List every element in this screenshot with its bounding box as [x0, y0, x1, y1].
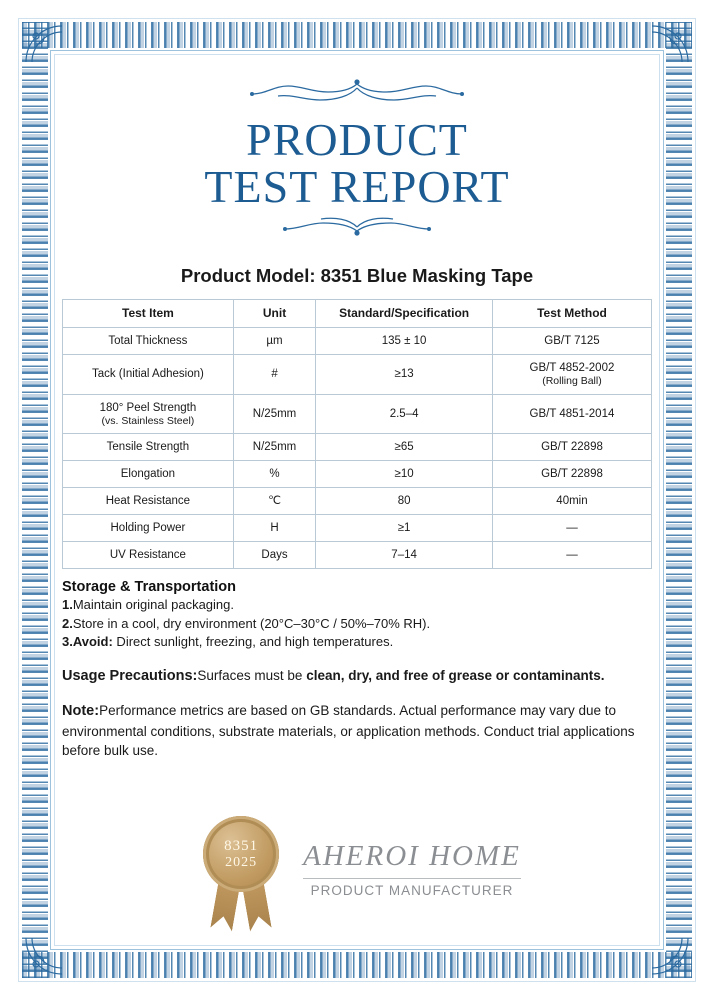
storage-item-3-label: Avoid: [72, 634, 113, 650]
storage-item-1-text: Maintain original packaging. [72, 597, 234, 613]
corner-ornament-icon [24, 24, 64, 64]
storage-item-1-number: 1. [62, 597, 73, 613]
document-footer [62, 812, 652, 932]
column-header-test-method: Test Method [492, 299, 651, 327]
ornamental-border-bottom [22, 952, 692, 978]
cell-standard: 80 [316, 488, 493, 515]
column-header-test-item: Test Item [63, 299, 234, 327]
table-row [63, 327, 652, 354]
storage-item-1 [62, 596, 652, 614]
ornamental-border-left [22, 22, 48, 978]
storage-item-3-number: 3. [62, 634, 73, 650]
cell-test-method: GB/T 7125 [492, 327, 651, 354]
method-sub: (Rolling Ball) [542, 374, 602, 387]
cell-unit: µm [233, 327, 315, 354]
note-text: Performance metrics are based on GB standards. Actual performance may vary due to environmental conditions, substrate materials, or application methods. Conduct trial applications before bulk use. [62, 702, 635, 759]
cell-test-method: GB/T 22898 [492, 434, 651, 461]
cell-test-method: — [492, 515, 651, 542]
note-paragraph [62, 701, 652, 761]
cell-test-item: Tack (Initial Adhesion) [63, 354, 234, 394]
cell-unit: # [233, 354, 315, 394]
cell-unit: N/25mm [233, 394, 315, 434]
note-label: Note: [62, 702, 100, 719]
storage-item-3 [62, 633, 652, 651]
cell-test-item: UV Resistance [63, 542, 234, 569]
flourish-top-icon [232, 78, 482, 112]
seal-year: 2025 [225, 854, 258, 870]
usage-precautions-emphasis: clean, dry, and free of grease or contaminants. [306, 667, 605, 683]
title-line-1: PRODUCT [246, 114, 468, 165]
seal-medal-icon [203, 816, 279, 892]
brand-block [303, 840, 521, 904]
cell-unit: N/25mm [233, 434, 315, 461]
cell-test-item [63, 394, 234, 434]
table-row [63, 488, 652, 515]
column-header-unit: Unit [233, 299, 315, 327]
table-row [63, 515, 652, 542]
table-row [63, 542, 652, 569]
flourish-bottom-icon [257, 213, 457, 239]
storage-item-2-number: 2. [62, 615, 73, 631]
cell-test-method: GB/T 4851-2014 [492, 394, 651, 434]
ornamental-border-top [22, 22, 692, 48]
storage-section [62, 579, 652, 651]
item-main: 180° Peel Strength [99, 401, 197, 414]
cell-test-item: Elongation [63, 461, 234, 488]
usage-precautions [62, 666, 652, 687]
cell-unit: Days [233, 542, 315, 569]
table-row [63, 461, 652, 488]
seal-badge [193, 816, 289, 928]
usage-precautions-text: Surfaces must be [197, 667, 307, 683]
cell-standard: 7–14 [316, 542, 493, 569]
corner-ornament-icon [650, 24, 690, 64]
cell-unit: H [233, 515, 315, 542]
cell-test-method [492, 354, 651, 394]
cell-standard: ≥10 [316, 461, 493, 488]
product-model-line: Product Model: 8351 Blue Masking Tape [180, 264, 534, 286]
storage-item-2 [62, 615, 652, 633]
cell-test-item: Holding Power [63, 515, 234, 542]
storage-item-2-text: Store in a cool, dry environment (20°C–30°C / 50%–70% RH). [72, 615, 431, 631]
cell-standard: ≥65 [316, 434, 493, 461]
usage-precautions-label: Usage Precautions: [62, 667, 198, 684]
specification-table [62, 299, 652, 570]
column-header-standard: Standard/Specification [316, 299, 493, 327]
cell-test-method: — [492, 542, 651, 569]
cell-standard: 135 ± 10 [316, 327, 493, 354]
cell-test-item: Tensile Strength [63, 434, 234, 461]
page-title [62, 116, 652, 211]
table-row [63, 394, 652, 434]
method-main: GB/T 4852-2002 [529, 361, 615, 374]
cell-test-item: Total Thickness [63, 327, 234, 354]
table-header-row [63, 299, 652, 327]
table-row [63, 354, 652, 394]
storage-heading: Storage & Transportation [62, 579, 237, 596]
brand-name: AHEROI HOME [303, 840, 521, 872]
document-content [62, 62, 652, 938]
cell-unit: ℃ [233, 488, 315, 515]
cell-standard: ≥13 [316, 354, 493, 394]
item-sub: (vs. Stainless Steel) [101, 414, 195, 427]
corner-ornament-icon [650, 936, 690, 976]
cell-standard: 2.5–4 [316, 394, 493, 434]
cell-test-method: GB/T 22898 [492, 461, 651, 488]
seal-code: 8351 [224, 838, 259, 855]
title-line-2: TEST REPORT [204, 161, 510, 213]
cell-test-method: 40min [492, 488, 651, 515]
table-row [63, 434, 652, 461]
storage-item-3-text: Direct sunlight, freezing, and high temperatures. [112, 634, 394, 650]
cell-standard: ≥1 [316, 515, 493, 542]
brand-divider [303, 878, 521, 879]
corner-ornament-icon [24, 936, 64, 976]
cell-unit: % [233, 461, 315, 488]
cell-test-item: Heat Resistance [63, 488, 234, 515]
ornamental-border-right [666, 22, 692, 978]
brand-subtitle: PRODUCT MANUFACTURER [310, 883, 514, 898]
